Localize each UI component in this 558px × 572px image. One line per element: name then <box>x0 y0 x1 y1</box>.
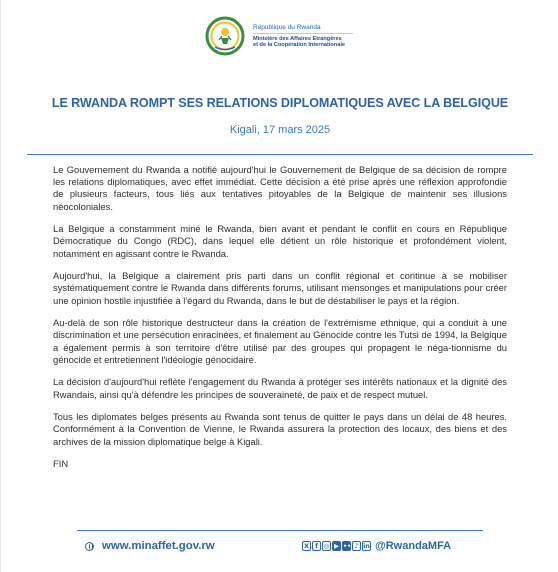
paragraph: Aujourd'hui, la Belgique a clairement pris parti dans un conflit régional et continue à se mobiliser systématiquement contre le Rwanda dans différents forums, utilisant mensonges et manipulations pour créer une opinion hostile injustifiée à l'égard du Rwanda, dans le but de déstabiliser le pays et la région. <box>53 270 507 306</box>
linkedin-icon: in <box>363 542 370 550</box>
paragraph: Au-delà de son rôle historique destructeur dans la création de l'extrémisme ethnique, qui a conduit à une discrimination et une persécution enracinées, et finalement au Génocide contre les Tutsi de 1994, la Belgique a également permis à son territoire d'être utilisé par des groupes qui propagent le néga-tionnisme du génocide et entretiennent l'idéologie génocidaire. <box>53 317 507 365</box>
divider-top <box>27 154 533 155</box>
tiktok-icon: ♪ <box>352 541 361 551</box>
flickr-icon: •• <box>343 542 352 550</box>
ministry-block <box>253 24 353 49</box>
website-link[interactable] <box>85 540 215 552</box>
rwanda-coat-of-arms-icon <box>205 16 245 56</box>
republic-label: République du Rwanda <box>253 24 353 34</box>
paragraph: La Belgique a constamment miné le Rwanda, bien avant et pendant le conflit en cours en République Démocratique du Congo (RDC), dans lequel elle détient un rôle historique et profondément violent, notamment en agissant contre le Rwanda. <box>53 223 507 259</box>
website-url: www.minaffet.gov.rw <box>102 540 215 552</box>
globe-icon <box>85 542 94 551</box>
paragraph: Le Gouvernement du Rwanda a notifié aujourd'hui le Gouvernement de Belgique de sa décision de rompre les relations diplomatiques, avec effet immédiat. Cette décision a été prise après une réflexion approfondie de plusieurs facteurs, tous liés aux tentatives pitoyables de la Belgique de maintenir ses illusions néocoloniales. <box>53 164 507 212</box>
social-handle: @RwandaMFA <box>375 540 452 552</box>
facebook-icon: f <box>312 541 321 551</box>
dateline: Kigali, 17 mars 2025 <box>229 124 331 136</box>
letterhead <box>205 10 353 62</box>
x-icon: X <box>303 542 309 550</box>
instagram-icon: ◎ <box>323 542 330 550</box>
ministry-name-line-2: et de la Coopération Internationale <box>253 42 345 48</box>
paragraph: Tous les diplomates belges présents au Rwanda sont tenus de quitter le pays dans un délai de 48 heures. Conformément à la Convention de Vienne, le Rwanda assurera la protection des locaux, des biens et des archives de la mission diplomatique belge à Kigali. <box>53 411 507 447</box>
divider-bottom <box>77 530 483 531</box>
social-media-block[interactable] <box>302 540 451 552</box>
paragraph: La décision d'aujourd'hui reflète l'engagement du Rwanda à protéger ses intérêts nationaux et la dignité des Rwandais, ainsi qu'à défendre les principes de souveraineté, de paix et de respect mutuel. <box>53 376 507 400</box>
closing-fin: FIN <box>53 458 69 470</box>
ministry-name-line-1: Ministère des Affaires Etrangères <box>253 35 342 42</box>
youtube-icon: ▶ <box>334 542 339 550</box>
document-title: LE RWANDA ROMPT SES RELATIONS DIPLOMATIQUES AVEC LA BELGIQUE <box>51 96 509 110</box>
document-body <box>53 164 507 481</box>
